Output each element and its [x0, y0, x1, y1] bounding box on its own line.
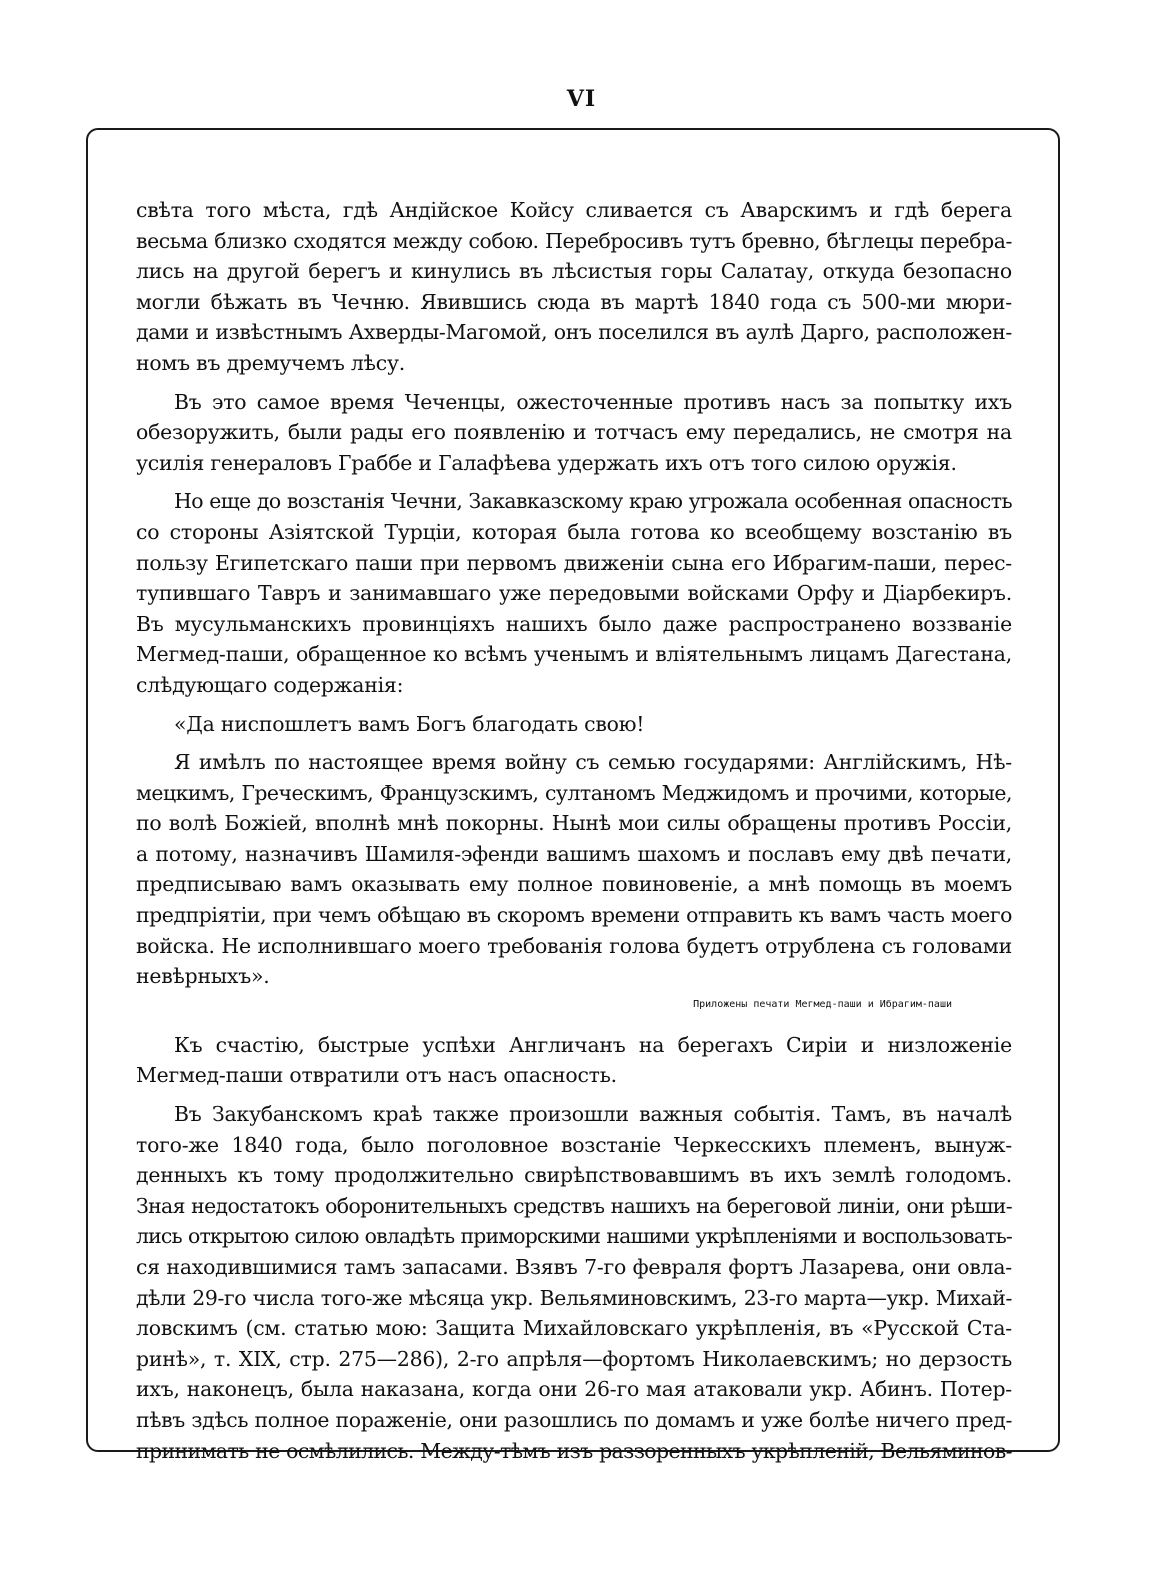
text-line: весьма близко сходятся между собою. Перебросивъ тутъ бревно, бѣглецы перебра- — [136, 228, 1012, 253]
text-line: денныхъ къ тому продолжительно свирѣпствовавшимъ въ ихъ землѣ голодомъ. — [136, 1163, 1012, 1188]
text-line: лись открытою силою овладѣть приморскими нашими укрѣпленіями и воспользовать- — [136, 1224, 1012, 1249]
text-line: ся находившимися тамъ запасами. Взявъ 7-го февраля фортъ Лазарева, они овла- — [136, 1255, 1012, 1279]
text-line: Въ это самое время Чеченцы, ожесточенные противъ насъ за попытку ихъ — [174, 389, 1012, 414]
text-line: Я имѣлъ по настоящее время войну съ семью государями: Англійскимъ, Нѣ- — [174, 750, 1012, 775]
text-line: со стороны Азіятской Турціи, которая была готова ко всеобщему возстанію въ — [136, 519, 1012, 544]
paragraph-5 — [136, 747, 1012, 992]
text-line: а потому, назначивъ Шамиля-эфенди вашимъ шахомъ и пославъ ему двѣ печати, — [136, 841, 1012, 866]
text-line: предписываю вамъ оказывать ему полное повиновеніе, а мнѣ помощь въ моемъ — [136, 872, 1012, 897]
paragraph-6 — [136, 1030, 1012, 1091]
text-line: Мегмед-паши, обращенное ко всѣмъ ученымъ и вліятельнымъ лицамъ Дагестана, — [136, 642, 1012, 667]
text-line: Зная недостатокъ оборонительныхъ средствъ нашихъ на береговой линіи, они рѣши- — [136, 1193, 1012, 1218]
text-line: Къ счастію, быстрые успѣхи Англичанъ на берегахъ Сиріи и низложеніе — [174, 1032, 1012, 1057]
text-line: ринѣ», т. XIX, стр. 275—286), 2-го апрѣля—фортомъ Николаевскимъ; но дерзость — [136, 1346, 1012, 1371]
text-line: пользу Египетскаго паши при первомъ движеніи сына его Ибрагим-паши, перес- — [136, 550, 1012, 575]
text-line: номъ въ дремучемъ лѣсу. — [136, 350, 406, 375]
text-line: Въ Закубанскомъ краѣ также произошли важныя событія. Тамъ, въ началѣ — [174, 1102, 1012, 1127]
text-line: могли бѣжать въ Чечню. Явившись сюда въ мартѣ 1840 года съ 500-ми мюри- — [136, 289, 1012, 314]
text-line: войска. Не исполнившаго моего требованія голова будетъ отрублена съ головами — [136, 933, 1012, 958]
text-line: свѣта того мѣста, гдѣ Андійское Койсу сливается съ Аварскимъ и гдѣ берега — [136, 198, 1012, 222]
text-line: ихъ, наконецъ, была наказана, когда они 26-го мая атаковали укр. Абинъ. Потер- — [136, 1377, 1012, 1402]
text-line: «Да ниспошлетъ вамъ Богъ благодать свою! — [174, 711, 645, 736]
seal-caption: Приложены печати Мегмед-паши и Ибрагим-паши — [693, 998, 952, 1010]
text-line: пѣвъ здѣсь полное пораженіе, они разошлись по домамъ и уже болѣе ничего пред- — [136, 1407, 1012, 1432]
text-line: ловскимъ (см. статью мою: Защита Михайловскаго укрѣпленія, въ «Русской Ста- — [136, 1316, 1012, 1341]
text-line: мецкимъ, Греческимъ, Французскимъ, султаномъ Меджидомъ и прочими, которые, — [136, 780, 1012, 805]
text-line: дами и извѣстнымъ Ахверды-Магомой, онъ поселился въ аулѣ Дарго, расположен- — [136, 320, 1012, 345]
document-body — [136, 195, 1012, 1466]
text-line: невѣрныхъ». — [136, 964, 270, 989]
text-line: тупившаго Тавръ и занимавшаго уже передовыми войсками Орфу и Діарбекиръ. — [136, 581, 1012, 606]
paragraph-4 — [136, 709, 1012, 740]
text-line: обезоружить, были рады его появленію и тотчасъ ему передались, не смотря на — [136, 420, 1012, 445]
page-number: VI — [566, 86, 597, 112]
text-line: предпріятіи, при чемъ обѣщаю въ скоромъ времени отправить къ вамъ часть моего — [136, 903, 1012, 928]
text-line: того-же 1840 года, было поголовное возстаніе Черкесскихъ племенъ, вынуж- — [136, 1132, 1012, 1157]
text-line: принимать не осмѣлились. Между-тѣмъ изъ раззоренныхъ укрѣпленій, Вельяминов- — [136, 1438, 1012, 1463]
paragraph-1 — [136, 195, 1012, 379]
text-line: по волѣ Божіей, вполнѣ мнѣ покорны. Нынѣ мои силы обращены противъ Россіи, — [136, 811, 1012, 836]
text-line: слѣдующаго содержанія: — [136, 672, 404, 697]
text-line: дѣли 29-го числа того-же мѣсяца укр. Вельяминовскимъ, 23-го марта—укр. Михай- — [136, 1285, 1012, 1310]
text-line: Но еще до возстанія Чечни, Закавказскому краю угрожала особенная опасность — [174, 489, 1012, 514]
text-line: усилія генераловъ Граббе и Галафѣева удержать ихъ отъ того силою оружія. — [136, 450, 957, 475]
text-line: Въ мусульманскихъ провинціяхъ нашихъ было даже распространено воззваніе — [136, 611, 1012, 636]
paragraph-3 — [136, 486, 1012, 700]
paragraph-2 — [136, 387, 1012, 479]
text-line: Мегмед-паши отвратили отъ насъ опасность. — [136, 1063, 617, 1088]
paragraph-7 — [136, 1099, 1012, 1466]
text-line: лись на другой берегъ и кинулись въ лѣсистыя горы Салатау, откуда безопасно — [136, 259, 1012, 284]
